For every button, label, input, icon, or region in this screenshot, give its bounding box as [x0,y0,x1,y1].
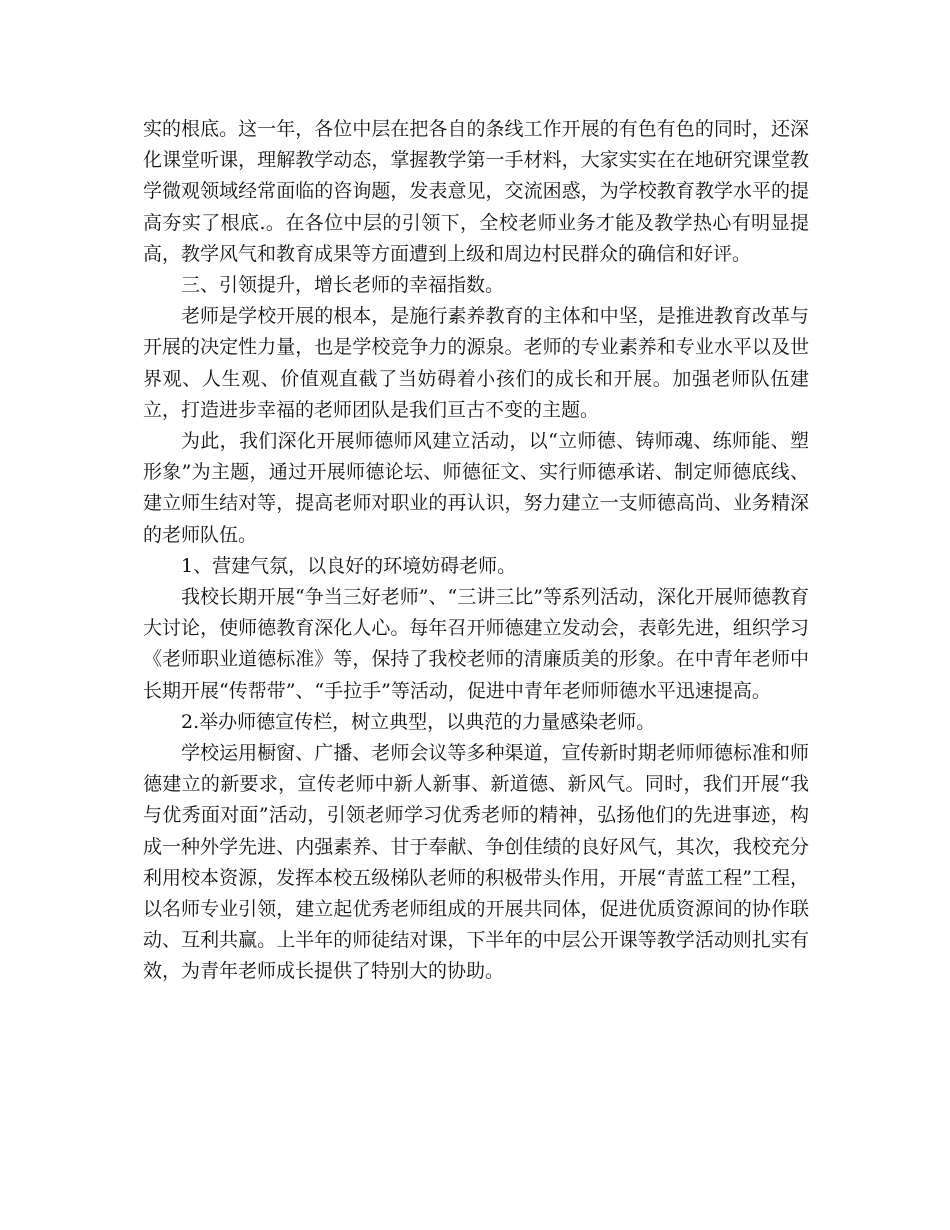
section-heading-three: 三、引领提升，增长老师的幸福指数。 [181,274,505,297]
paragraph: 老师是学校开展的根本，是施行素养教育的主体和中坚，是推进教育改革与开展的决定性力量，也是学校竞争力的源泉。老师的专业素养和专业水平以及世界观、人生观、价值观直截了当妨碍着小孩们的成长和开展。加强老师队伍建立，打造进步幸福的老师团队是我们亘古不变的主题。 [143,305,809,421]
paragraph: 为此，我们深化开展师德师风建立活动，以“立师德、铸师魂、练师能、塑形象”为主题，通过开展师德论坛、师德征文、实行师德承诺、制定师德底线、建立师生结对等，提高老师对职业的再认识，努力建立一支师德高尚、业务精深的老师队伍。 [143,430,809,546]
paragraph: 我校长期开展“争当三好老师”、“三讲三比”等系列活动，深化开展师德教育大讨论，使师德教育深化人心。每年召开师德建立发动会，表彰先进，组织学习《老师职业道德标准》等，保持了我校老师的清廉质美的形象。在中青年老师中长期开展“传帮带”、“手拉手”等活动，促进中青年老师师德水平迅速提高。 [143,586,809,702]
document-body [143,114,809,988]
subheading-two: 2.举办师德宣传栏，树立典型，以典范的力量感染老师。 [181,710,656,733]
paragraph: 学校运用橱窗、广播、老师会议等多种渠道，宣传新时期老师师德标准和师德建立的新要求，宣传老师中新人新事、新道德、新风气。同时，我们开展“我与优秀面对面”活动，引领老师学习优秀老师的精神，弘扬他们的先进事迹，构成一种外学先进、内强素养、甘于奉献、争创佳绩的良好风气，其次，我校充分利用校本资源，发挥本校五级梯队老师的积极带头作用，开展“青蓝工程”工程，以名师专业引领，建立起优秀老师组成的开展共同体，促进优质资源间的协作联动、互利共赢。上半年的师徒结对课，下半年的中层公开课等教学活动则扎实有效，为青年老师成长提供了特别大的协助。 [143,742,809,983]
paragraph-continuation: 实的根底。这一年，各位中层在把各自的条线工作开展的有色有色的同时，还深化课堂听课，理解教学动态，掌握教学第一手材料，大家实实在在地研究课堂教学微观领域经常面临的咨询题，发表意见，交流困惑，为学校教育教学水平的提高夯实了根底.。在各位中层的引领下，全校老师业务才能及教学热心有明显提高，教学风气和教育成果等方面遭到上级和周边村民群众的确信和好评。 [143,118,809,265]
subheading-one: 1、营建气氛，以良好的环境妨碍老师。 [181,554,517,577]
